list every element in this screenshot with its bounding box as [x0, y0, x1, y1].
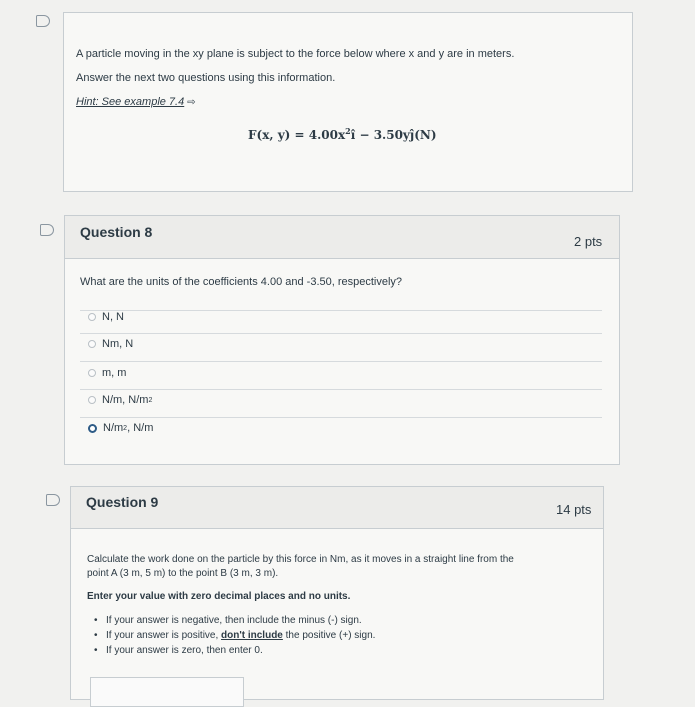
option-superscript: 2: [123, 424, 128, 432]
passage-line-1: A particle moving in the xy plane is subject to the force below where x and y are in meters.: [76, 48, 515, 60]
question-9-points: 14 pts: [556, 502, 592, 517]
option-n-n[interactable]: [88, 311, 124, 323]
radio-button-selected[interactable]: [88, 424, 97, 433]
question-9-prompt-line-1: Calculate the work done on the particle by this force in Nm, as it moves in a straight line from the: [87, 554, 514, 565]
option-label-post: , N/m: [127, 422, 154, 434]
option-n-per-m-n-per-m2[interactable]: [88, 394, 152, 406]
radio-button[interactable]: [88, 396, 96, 404]
option-divider: [80, 389, 602, 390]
radio-button[interactable]: [88, 369, 96, 377]
passage-line-2: Answer the next two questions using this information.: [76, 72, 336, 84]
instruction-list: [92, 613, 375, 658]
option-label: Nm, N: [102, 338, 134, 350]
question-8-title: Question 8: [80, 224, 153, 240]
option-label-pre: N/m: [103, 422, 124, 434]
bookmark-flag-icon[interactable]: [36, 15, 50, 27]
hint-link-text: Hint: See example 7.4: [76, 96, 185, 108]
instruction-item: • If your answer is negative, then include the minus (-) sign.: [92, 613, 375, 628]
formula-lhs: F(x, y) = 4.00x: [248, 128, 346, 142]
bookmark-flag-icon[interactable]: [40, 224, 54, 236]
option-label: N, N: [102, 311, 124, 323]
external-link-icon: ⇨: [187, 97, 196, 108]
option-n-per-m2-n-per-m[interactable]: [88, 422, 153, 434]
question-9-title: Question 9: [86, 494, 159, 510]
instruction-emphasis: don't include: [221, 630, 283, 641]
option-divider: [80, 333, 602, 334]
instruction-text: If your answer is positive,: [106, 630, 222, 641]
option-divider: [80, 417, 602, 418]
instruction-item: • If your answer is zero, then enter 0.: [92, 643, 375, 658]
radio-button[interactable]: [88, 313, 96, 321]
instruction-item: [92, 628, 375, 643]
formula-i-hat: î: [350, 128, 356, 142]
question-9-instruction: Enter your value with zero decimal places and no units.: [87, 591, 351, 602]
answer-input[interactable]: [90, 677, 244, 707]
formula-mid: − 3.50y: [355, 128, 410, 142]
option-superscript: 2: [148, 396, 153, 404]
question-8-prompt: What are the units of the coefficients 4.00 and -3.50, respectively?: [80, 276, 403, 288]
option-m-m[interactable]: [88, 367, 126, 379]
radio-button[interactable]: [88, 340, 96, 348]
hint-link[interactable]: [76, 96, 196, 108]
force-formula: [248, 126, 437, 142]
option-divider: [80, 310, 602, 311]
option-divider: [80, 361, 602, 362]
formula-exponent: 2: [345, 126, 351, 136]
option-label: N/m, N/m: [102, 394, 149, 406]
bookmark-flag-icon[interactable]: [46, 494, 60, 506]
question-8-points: 2 pts: [574, 234, 603, 249]
formula-j-hat: ĵ: [409, 128, 415, 142]
formula-unit: (N): [414, 128, 437, 142]
option-nm-n[interactable]: [88, 338, 133, 350]
question-9-prompt-line-2: point A (3 m, 5 m) to the point B (3 m, 3 m).: [87, 568, 279, 579]
instruction-text: the positive (+) sign.: [282, 630, 376, 641]
option-label: m, m: [102, 367, 127, 379]
